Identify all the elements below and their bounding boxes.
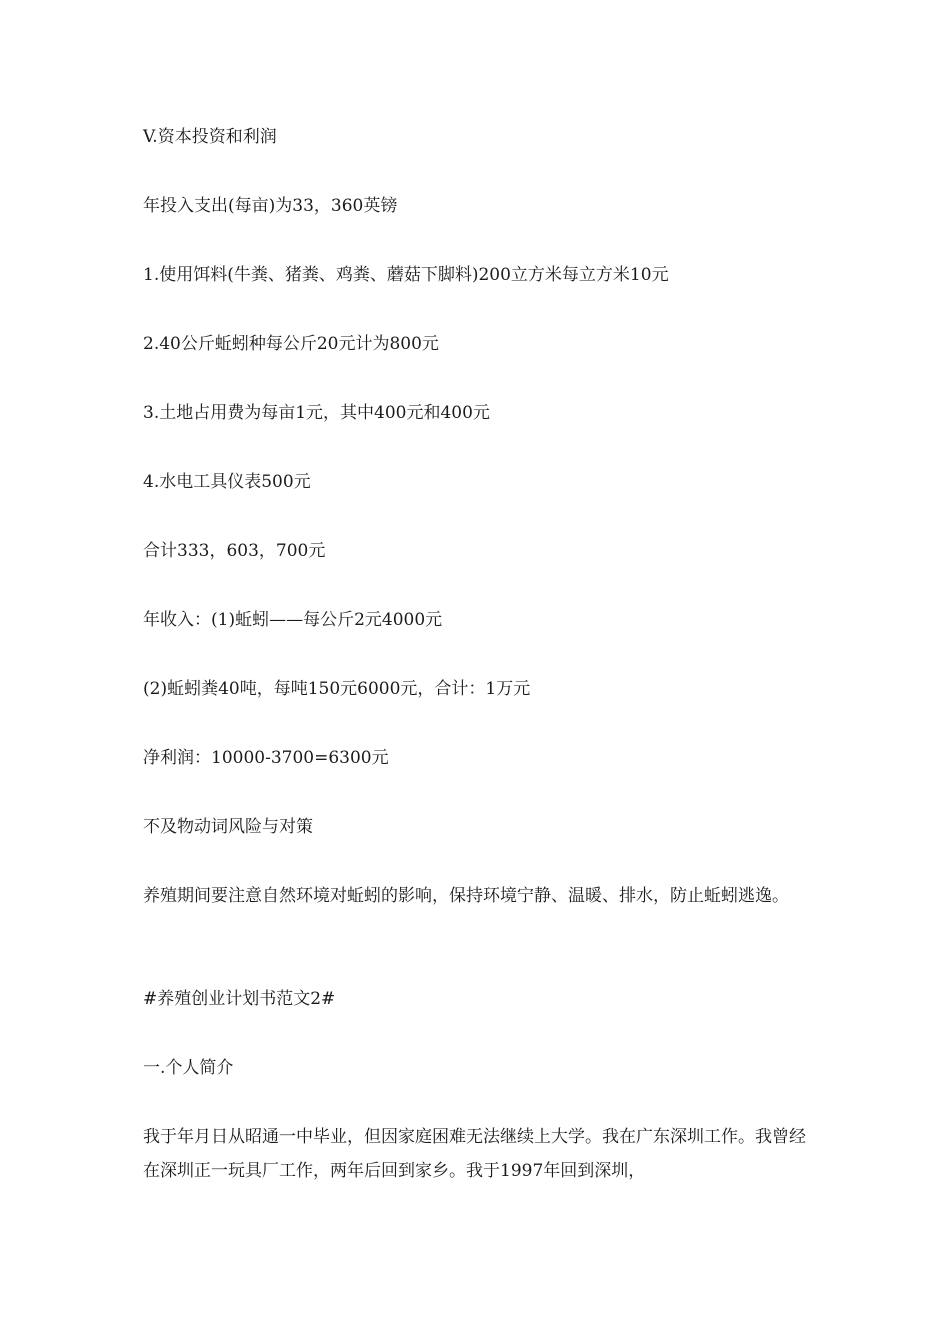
expense-item-utilities: 4.水电工具仪表500元	[143, 472, 311, 492]
expense-total: 合计333，603，700元	[143, 541, 326, 561]
income-item-earthworm: 年收入：(1)蚯蚓——每公斤2元4000元	[143, 610, 443, 630]
net-profit-line: 净利润：10000-3700=6300元	[143, 748, 389, 768]
expense-item-earthworm-seed: 2.40公斤蚯蚓种每公斤20元计为800元	[143, 334, 439, 354]
section-heading-risks: 不及物动词风险与对策	[143, 817, 313, 837]
expense-item-land-fee: 3.土地占用费为每亩1元，其中400元和400元	[143, 403, 490, 423]
risk-paragraph: 养殖期间要注意自然环境对蚯蚓的影响，保持环境宁静、温暖、排水，防止蚯蚓逃逸。	[143, 886, 789, 906]
expense-item-feed: 1.使用饵料(牛粪、猪粪、鸡粪、蘑菇下脚料)200立方米每立方米10元	[143, 265, 669, 285]
section-heading-profile: 一.个人简介	[143, 1058, 234, 1078]
income-item-castings: (2)蚯蚓粪40吨，每吨150元6000元，合计：1万元	[143, 679, 531, 699]
sample-title: #养殖创业计划书范文2#	[143, 989, 336, 1009]
profile-paragraph: 我于年月日从昭通一中毕业，但因家庭困难无法继续上大学。我在广东深圳工作。我曾经在深圳正一玩具厂工作，两年后回到家乡。我于1997年回到深圳，	[143, 1127, 806, 1181]
annual-expenditure-line: 年投入支出(每亩)为33，360英镑	[143, 196, 398, 216]
section-heading-capital-investment: V.资本投资和利润	[143, 127, 277, 147]
